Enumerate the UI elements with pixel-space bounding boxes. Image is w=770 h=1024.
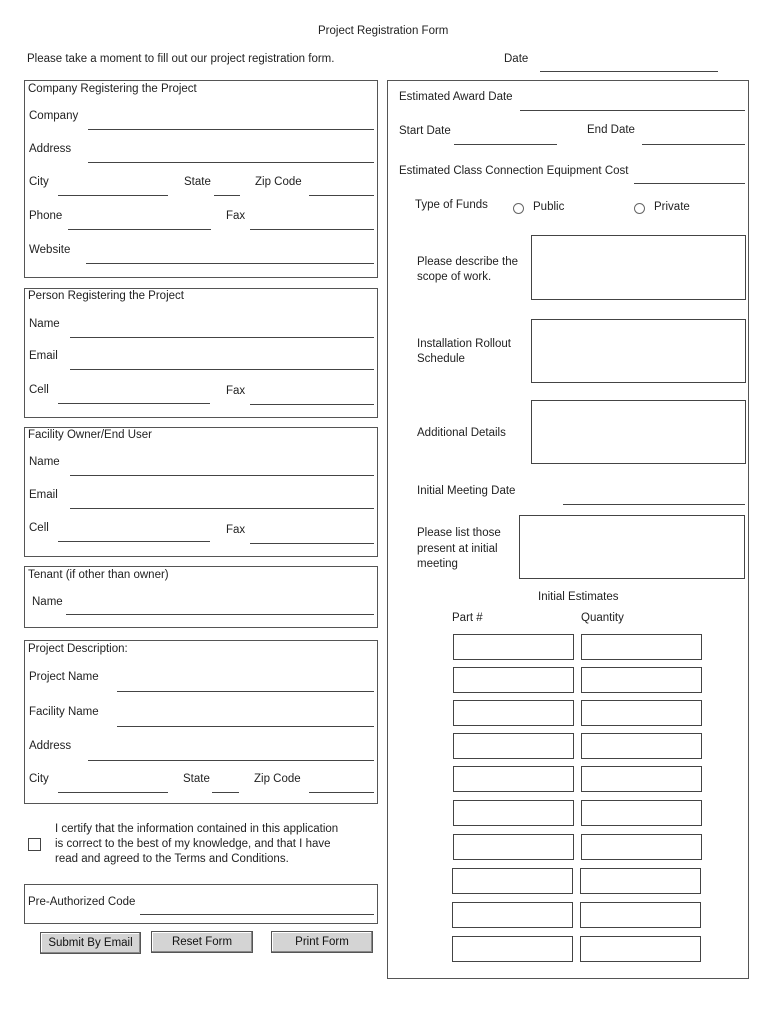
tenant-heading: Tenant (if other than owner) xyxy=(28,569,169,581)
private-radio[interactable] xyxy=(634,203,645,214)
address-input[interactable] xyxy=(88,162,374,163)
page-title: Project Registration Form xyxy=(318,25,449,37)
person-cell-label: Cell xyxy=(29,384,49,396)
quantity-input[interactable] xyxy=(581,700,702,726)
person-fax-input[interactable] xyxy=(250,404,374,405)
city-label: City xyxy=(29,176,49,188)
certify-line-3: read and agreed to the Terms and Conditions. xyxy=(55,853,289,865)
person-heading: Person Registering the Project xyxy=(28,290,184,302)
facility-name2-label: Facility Name xyxy=(29,706,99,718)
company-input[interactable] xyxy=(88,129,374,130)
award-date-input[interactable] xyxy=(520,110,745,111)
submit-by-email-button[interactable]: Submit By Email xyxy=(40,932,141,954)
quantity-input[interactable] xyxy=(581,766,702,792)
public-radio[interactable] xyxy=(513,203,524,214)
present-label-2: present at initial xyxy=(417,543,498,555)
public-label: Public xyxy=(533,201,565,213)
website-label: Website xyxy=(29,244,71,256)
facility-cell-input[interactable] xyxy=(58,541,210,542)
preauth-label: Pre-Authorized Code xyxy=(28,896,136,908)
quantity-input[interactable] xyxy=(581,667,702,693)
equipment-cost-label: Estimated Class Connection Equipment Cost xyxy=(399,165,629,177)
part-input[interactable] xyxy=(453,700,574,726)
date-label: Date xyxy=(504,53,529,65)
city-input[interactable] xyxy=(58,195,168,196)
project-zip-label: Zip Code xyxy=(254,773,301,785)
facility-name-input[interactable] xyxy=(70,475,374,476)
project-heading: Project Description: xyxy=(28,643,128,655)
part-input[interactable] xyxy=(453,766,574,792)
state-label: State xyxy=(184,176,211,188)
meeting-date-label: Initial Meeting Date xyxy=(417,485,516,497)
company-label: Company xyxy=(29,110,79,122)
person-fax-label: Fax xyxy=(226,385,246,397)
equipment-cost-input[interactable] xyxy=(634,183,745,184)
funds-label: Type of Funds xyxy=(415,199,488,211)
project-address-label: Address xyxy=(29,740,72,752)
person-name-label: Name xyxy=(29,318,60,330)
quantity-input[interactable] xyxy=(581,634,702,660)
state-input[interactable] xyxy=(214,195,240,196)
certify-checkbox[interactable] xyxy=(28,838,41,851)
facility-heading: Facility Owner/End User xyxy=(28,429,152,441)
project-name-label: Project Name xyxy=(29,671,99,683)
quantity-input[interactable] xyxy=(581,800,702,826)
quantity-input[interactable] xyxy=(580,936,701,962)
meeting-date-input[interactable] xyxy=(563,504,745,505)
present-label-3: meeting xyxy=(417,558,458,570)
facility-fax-label: Fax xyxy=(226,524,246,536)
present-textarea[interactable] xyxy=(519,515,745,579)
additional-details-label: Additional Details xyxy=(417,427,506,439)
quantity-header: Quantity xyxy=(581,612,624,624)
scope-label-2: scope of work. xyxy=(417,271,492,283)
start-date-input[interactable] xyxy=(454,144,557,145)
part-header: Part # xyxy=(452,612,483,624)
print-form-button[interactable]: Print Form xyxy=(271,931,373,953)
quantity-input[interactable] xyxy=(581,733,702,759)
part-input[interactable] xyxy=(453,733,574,759)
facility-name-label: Name xyxy=(29,456,60,468)
facility-email-input[interactable] xyxy=(70,508,374,509)
person-email-input[interactable] xyxy=(70,369,374,370)
certify-line-2: is correct to the best of my knowledge, and that I have xyxy=(55,838,331,850)
phone-label: Phone xyxy=(29,210,63,222)
preauth-input[interactable] xyxy=(140,914,374,915)
zip-label: Zip Code xyxy=(255,176,302,188)
website-input[interactable] xyxy=(86,263,374,264)
additional-details-textarea[interactable] xyxy=(531,400,746,464)
date-input[interactable] xyxy=(540,71,718,72)
zip-input[interactable] xyxy=(309,195,374,196)
address-label: Address xyxy=(29,143,72,155)
rollout-textarea[interactable] xyxy=(531,319,746,383)
part-input[interactable] xyxy=(452,868,573,894)
project-state-input[interactable] xyxy=(212,792,239,793)
facility-cell-label: Cell xyxy=(29,522,49,534)
intro-text: Please take a moment to fill out our project registration form. xyxy=(27,53,335,65)
project-city-label: City xyxy=(29,773,49,785)
person-cell-input[interactable] xyxy=(58,403,210,404)
quantity-input[interactable] xyxy=(581,834,702,860)
quantity-input[interactable] xyxy=(580,868,701,894)
part-input[interactable] xyxy=(453,634,574,660)
project-state-label: State xyxy=(183,773,210,785)
part-input[interactable] xyxy=(453,667,574,693)
certify-line-1: I certify that the information contained in this application xyxy=(55,823,339,835)
present-label-1: Please list those xyxy=(417,527,501,539)
fax-input[interactable] xyxy=(250,229,374,230)
part-input[interactable] xyxy=(453,800,574,826)
tenant-name-input[interactable] xyxy=(66,614,374,615)
quantity-input[interactable] xyxy=(580,902,701,928)
project-address-input[interactable] xyxy=(88,760,374,761)
scope-label-1: Please describe the xyxy=(417,256,519,268)
project-name-input[interactable] xyxy=(117,691,374,692)
end-date-label: End Date xyxy=(587,124,635,136)
rollout-label-1: Installation Rollout xyxy=(417,338,511,350)
project-zip-input[interactable] xyxy=(309,792,374,793)
facility-name2-input[interactable] xyxy=(117,726,374,727)
end-date-input[interactable] xyxy=(642,144,745,145)
private-label: Private xyxy=(654,201,690,213)
reset-form-button[interactable]: Reset Form xyxy=(151,931,253,953)
facility-email-label: Email xyxy=(29,489,58,501)
facility-fax-input[interactable] xyxy=(250,543,374,544)
award-date-label: Estimated Award Date xyxy=(399,91,513,103)
scope-textarea[interactable] xyxy=(531,235,746,300)
facility-section xyxy=(24,427,378,557)
company-heading: Company Registering the Project xyxy=(28,83,197,95)
part-input[interactable] xyxy=(452,936,573,962)
project-city-input[interactable] xyxy=(58,792,168,793)
person-email-label: Email xyxy=(29,350,58,362)
fax-label: Fax xyxy=(226,210,246,222)
estimates-heading: Initial Estimates xyxy=(538,591,619,603)
person-name-input[interactable] xyxy=(70,337,374,338)
part-input[interactable] xyxy=(452,902,573,928)
rollout-label-2: Schedule xyxy=(417,353,465,365)
phone-input[interactable] xyxy=(68,229,211,230)
start-date-label: Start Date xyxy=(399,125,451,137)
part-input[interactable] xyxy=(453,834,574,860)
tenant-name-label: Name xyxy=(32,596,63,608)
person-section xyxy=(24,288,378,418)
